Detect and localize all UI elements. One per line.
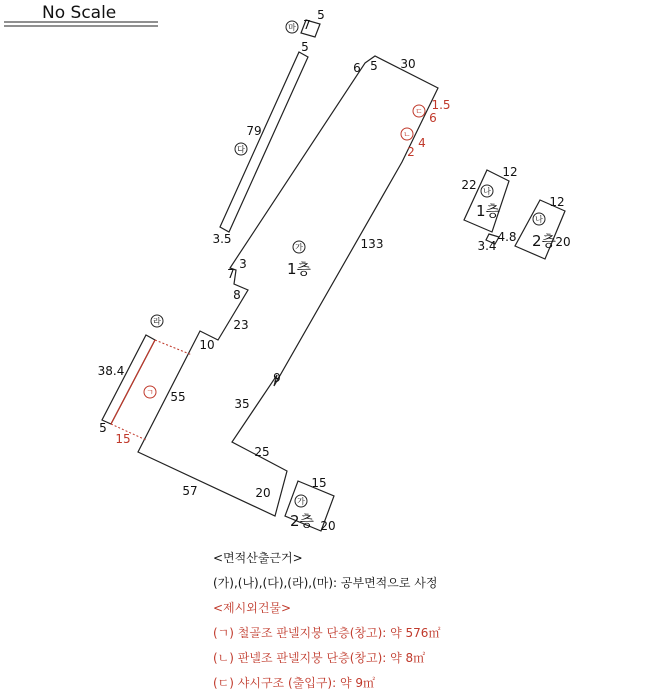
dim-na1-bottom: 3.4 (477, 239, 497, 253)
annex-gieok-side (111, 340, 155, 424)
basis-text: (가),(나),(다),(라),(마): 공부면적으로 사정 (213, 576, 438, 590)
dim-main-b: 7 (227, 267, 235, 281)
dim-na-mid: 4.8 (497, 230, 517, 244)
dim-main-right: 133 (360, 237, 384, 251)
dim-main-a: 3 (239, 257, 247, 271)
dim-main-g: 9 (273, 371, 281, 385)
dim-da-side: 79 (246, 124, 262, 138)
dim-digeut-a: 1.5 (431, 98, 451, 112)
dim-gieok-len: 15 (115, 432, 131, 446)
building-na-2f-floor: 2층 (531, 232, 557, 250)
dim-digeut-b: 6 (429, 111, 437, 125)
building-na-2f-mark: 나 (535, 215, 543, 224)
dim-da-bottom: 3.5 (212, 232, 232, 246)
dim-main-d: 23 (233, 318, 249, 332)
extra-item-2: (ㄴ) 판넬조 판넬지붕 단층(창고): 약 8㎡ (213, 651, 426, 665)
notes-block (213, 546, 653, 696)
dim-main-top-a: 6 (353, 61, 361, 75)
building-na-1f-mark: 나 (483, 187, 491, 196)
dim-na2-right: 20 (555, 235, 571, 249)
building-ga-2f-floor: 2층 (289, 512, 315, 530)
dim-na1-left: 22 (461, 178, 477, 192)
building-ra-mark: 라 (153, 317, 161, 326)
extra-item-3: (ㄷ) 샤시구조 (출입구): 약 9㎡ (213, 676, 375, 690)
dim-main-k: 57 (182, 484, 198, 498)
dim-ma-left: 7 (303, 18, 311, 32)
dim-ga2-top: 15 (311, 476, 327, 490)
dim-main-top-c: 30 (400, 57, 416, 71)
building-ra-outline (102, 335, 155, 424)
extra-heading: <제시외건물> (213, 601, 292, 615)
dim-main-h: 35 (234, 397, 250, 411)
annex-digeut-mark: ㄷ (415, 107, 423, 116)
building-na-1f-floor: 1층 (475, 202, 501, 220)
dim-nieun-a: 2 (407, 145, 415, 159)
dim-main-top-b: 5 (370, 59, 378, 73)
dim-ra-side: 38.4 (97, 364, 125, 378)
building-ga-1f-mark: 가 (295, 243, 303, 252)
dim-ga2-right: 20 (320, 519, 336, 533)
dim-ma-top: 5 (317, 8, 325, 22)
scale-title: No Scale (42, 3, 117, 23)
extra-item-1: (ㄱ) 철골조 판넬지붕 단층(창고): 약 576㎡ (213, 626, 441, 640)
building-ga-2f-mark: 가 (297, 497, 305, 506)
dim-main-j: 20 (255, 486, 271, 500)
building-da-mark: 다 (237, 145, 245, 154)
basis-heading: <면적산출근거> (213, 551, 303, 565)
building-ga-1f-outline (138, 56, 438, 516)
annex-gieok-top-edge (155, 340, 192, 355)
building-da-outline (220, 52, 308, 232)
annex-nieun-mark: ㄴ (403, 130, 411, 139)
dim-main-i: 25 (254, 445, 270, 459)
dim-main-c: 8 (233, 288, 241, 302)
building-ga-1f-floor: 1층 (286, 260, 312, 278)
dim-nieun-b: 4 (418, 136, 426, 150)
annex-gieok-mark: ㄱ (146, 388, 154, 397)
building-ma-mark: 마 (288, 23, 296, 32)
dim-na2-top: 12 (549, 195, 565, 209)
dim-na1-top: 12 (502, 165, 518, 179)
dim-main-e: 10 (199, 338, 215, 352)
dim-da-top: 5 (301, 40, 309, 54)
dim-main-f: 55 (170, 390, 186, 404)
dim-ra-bottom: 5 (99, 421, 107, 435)
